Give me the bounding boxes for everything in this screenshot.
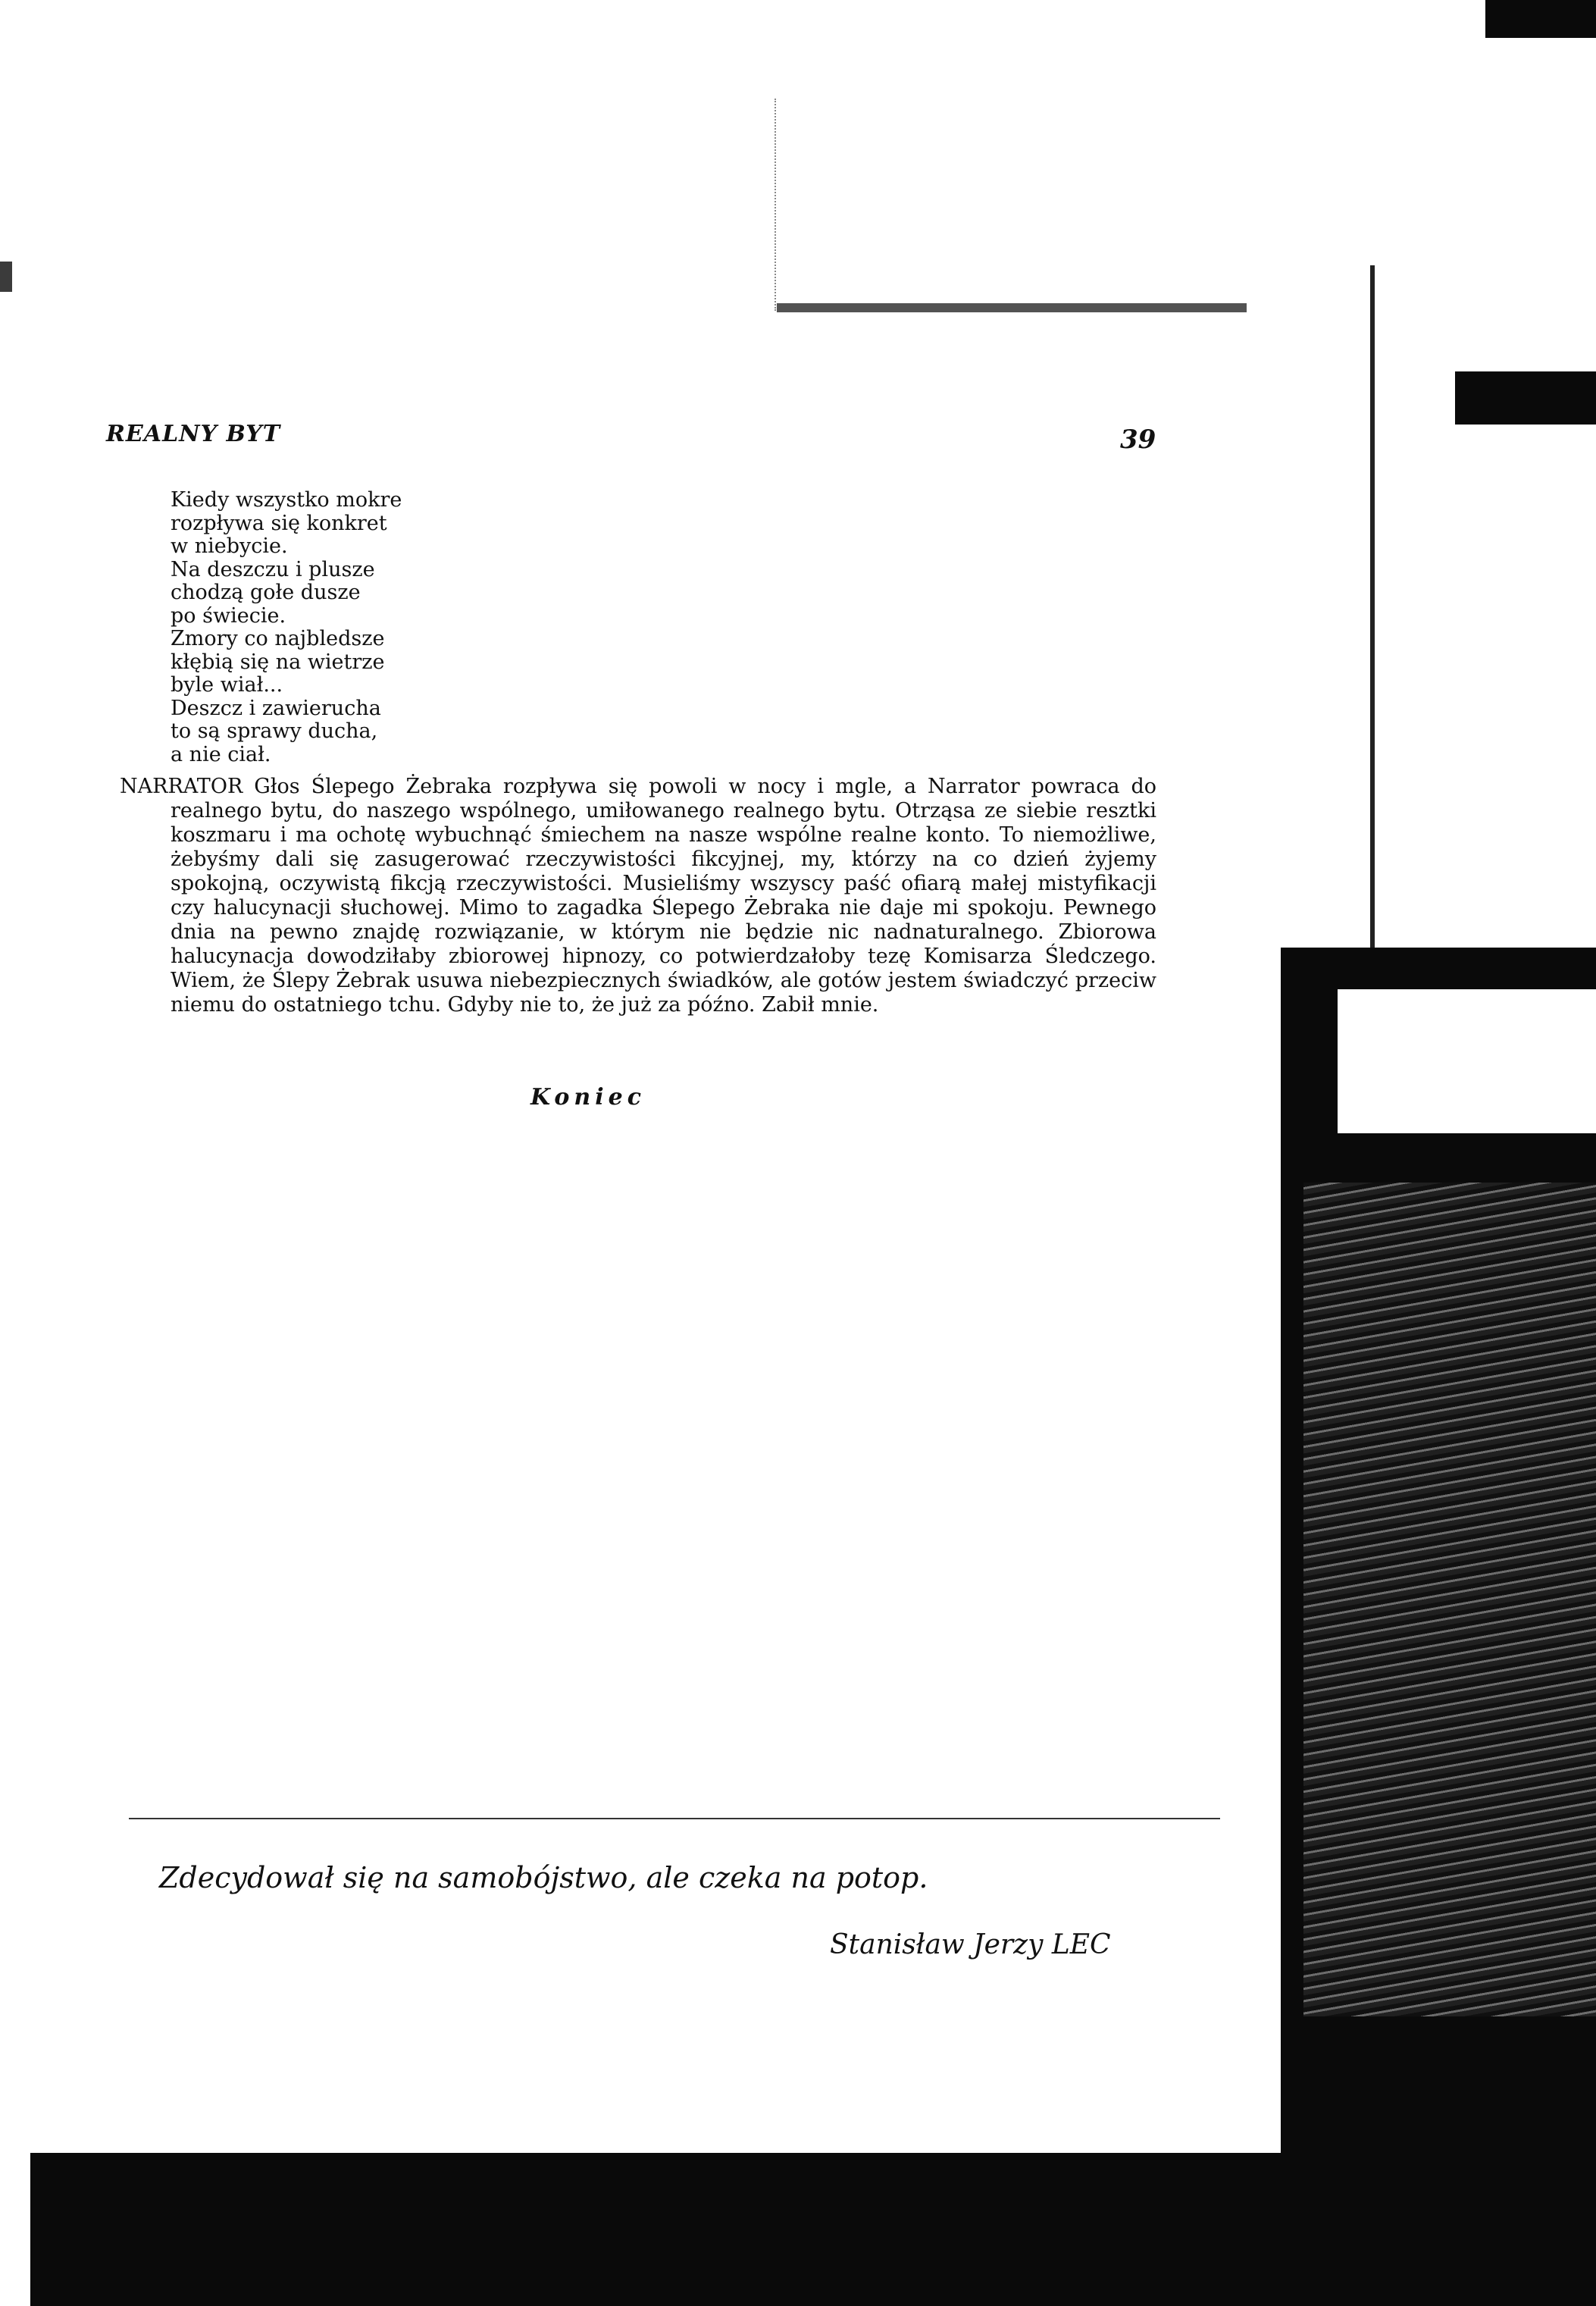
scan-artifact-white-panel <box>1338 989 1596 1133</box>
scan-artifact-bottom-band <box>30 2153 1596 2306</box>
poem-line: chodzą gołe dusze <box>171 581 361 604</box>
poem-line: kłębią się na wietrze <box>171 650 385 674</box>
poem-line: a nie ciał. <box>171 742 271 766</box>
poem-line: rozpływa się konkret <box>171 511 387 535</box>
scan-artifact-top-right <box>1485 0 1596 38</box>
poem-line: Na deszczu i plusze <box>171 557 375 581</box>
narrator-text: Głos Ślepego Żebraka rozpływa się powoli w nocy i mgle, a Narrator powraca do realnego bytu, do naszego wspólnego, umiłowanego realnego bytu. Otrząsa ze siebie resztki koszmaru i ma ochotę wybuchnąć śmiechem na nasze wspólne realne konto. To niemożliwe, żebyśmy dali się zasugerować rzeczywistości fikcyjnej, my, którzy na co dzień żyjemy spokojną, oczywistą fikcją rzeczywistości. Musieliśmy wszyscy paść ofiarą małej mistyfikacji czy halucynacji słuchowej. Mimo to zagadka Ślepego Żebraka nie daje mi spokoju. Pewnego dnia na pewno znajdę rozwiązanie, w którym nie będzie nic nadnaturalnego. Zbiorowa halucynacja dowodziłaby zbiorowej hipnozy, co potwierdzałoby tezę Komisarza Śledczego. Wiem, że Ślepy Żebrak usuwa niebezpiecznych świadków, ale gotów jestem świadczyć przeciw niemu do ostatniego tchu. Gdyby nie to, że już za późno. Zabił mnie. <box>171 775 1156 1017</box>
scan-artifact-texture <box>1303 1183 1596 2016</box>
poem <box>171 489 402 766</box>
epigraph-author: Stanisław Jerzy LEC <box>830 1929 1111 1960</box>
running-title: REALNY BYT <box>106 421 281 447</box>
page-number: 39 <box>1120 425 1156 455</box>
scan-artifact-right-vline <box>1370 265 1375 948</box>
scan-artifact-right-block-top <box>1455 371 1596 425</box>
ending-label: Koniec <box>530 1084 646 1111</box>
poem-line: w niebycie. <box>171 534 288 558</box>
poem-line: Deszcz i zawierucha <box>171 696 381 720</box>
poem-line: to są sprawy ducha, <box>171 719 378 743</box>
poem-line: Kiedy wszystko mokre <box>171 488 402 512</box>
poem-line: po świecie. <box>171 603 286 628</box>
poem-line: byle wiał... <box>171 673 283 697</box>
epigraph-quote: Zdecydował się na samobójstwo, ale czeka na potop. <box>159 1861 928 1894</box>
divider <box>129 1818 1220 1819</box>
narrator-paragraph <box>120 775 1156 1017</box>
scan-artifact-left-mark <box>0 262 12 292</box>
poem-line: Zmory co najbledsze <box>171 627 385 650</box>
speaker-name: NARRATOR <box>120 775 243 798</box>
